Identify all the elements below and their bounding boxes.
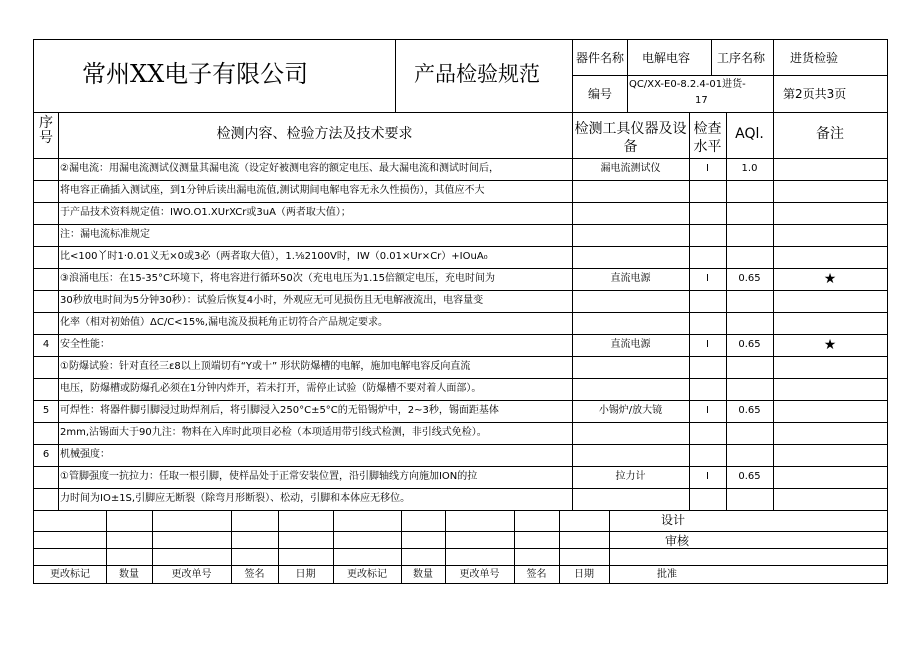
table-row <box>34 400 887 422</box>
table-row <box>34 312 887 334</box>
table-row <box>34 202 887 224</box>
row-content: ②漏电流：用漏电流测试仪测量其漏电流（设定好被测电容的额定电压、最大漏电流和测试时间后， <box>60 163 499 174</box>
row-remark: ★ <box>823 271 837 287</box>
part-name-value: 电解电容 <box>642 51 691 65</box>
row-content: ③浪涌电压：在15-35°C环境下，将电容进行循环50次（充电电压为1.15倍额定电压，充电时间为 <box>60 273 495 284</box>
row-level: I <box>706 471 709 482</box>
row-tool: 直流电源 <box>610 273 651 284</box>
row-seq: 5 <box>42 405 50 416</box>
table-row <box>34 422 887 444</box>
row-content: 30秒放电时间为5分钟30秒）：试验后恢复4小时，外观应无可见损伤且无电解液流出，电容量变 <box>60 295 484 306</box>
row-content: 化率（相对初始值）ΔC/C<15%,漏电流及损耗角正切符合产品规定要求。 <box>60 317 388 328</box>
col-remark-header: 备注 <box>816 126 844 142</box>
row-content: 注：漏电流标准规定 <box>60 229 150 240</box>
page-info: 第2页共3页 <box>783 87 847 101</box>
row-tool: 拉力计 <box>615 471 646 482</box>
number-label: 编号 <box>588 87 613 101</box>
table-row <box>34 488 887 510</box>
row-content: 电压，防爆槽或防爆孔必须在1分钟内炸开，若未打开，需停止试验（防爆槽不要对着人面部）。 <box>60 383 482 394</box>
row-level: I <box>706 405 709 416</box>
row-aql: 0.65 <box>738 405 761 416</box>
inspection-spec-sheet <box>33 39 888 584</box>
design-label: 设计 <box>661 513 686 527</box>
row-level: I <box>706 273 709 284</box>
row-aql: 0.65 <box>738 273 761 284</box>
table-row <box>34 158 887 180</box>
change-header: 日期 <box>574 569 594 580</box>
process-name-label: 工序名称 <box>717 51 766 65</box>
change-header: 更改单号 <box>171 569 212 580</box>
row-content: ①管脚强度一抗拉力：任取一根引脚，使样品处于正常安装位置，沿引脚轴线方向施加ION的拉 <box>60 471 478 482</box>
row-content: 于产品技术资料规定值：IWO.O1.XUrXCr或3uA（两者取大值）； <box>60 207 351 218</box>
row-aql: 1.0 <box>741 163 758 174</box>
approve-label: 批准 <box>657 569 677 580</box>
col-seq-header: 序 号 <box>39 115 53 146</box>
change-header: 更改标记 <box>50 569 90 580</box>
table-row <box>34 224 887 246</box>
number-value-line2: 17 <box>695 95 708 106</box>
process-name-value: 进货检验 <box>790 51 839 65</box>
row-content: 机械强度： <box>60 449 110 460</box>
review-label: 审核 <box>665 534 690 548</box>
company-name: 常州XX电子有限公司 <box>82 60 309 88</box>
row-level: I <box>706 163 709 174</box>
col-content-header: 检测内容、检验方法及技术要求 <box>216 126 413 142</box>
row-tool: 直流电源 <box>610 339 651 350</box>
part-name-label: 器件名称 <box>576 51 625 65</box>
change-header: 更改标记 <box>347 569 387 580</box>
row-content: 力时间为IO±1S,引脚应无断裂（除弯月形断裂）、松动，引脚和本体应无移位。 <box>60 493 411 504</box>
table-row <box>34 290 887 312</box>
change-header: 签名 <box>244 569 265 580</box>
table-row <box>34 246 887 268</box>
col-aql-header: AQl. <box>735 126 764 142</box>
row-aql: 0.65 <box>738 339 761 350</box>
table-row <box>34 378 887 400</box>
row-content: 2mm,沾锡面大于90九注：物料在入库时此项目必检（本项适用带引线式检测，非引线式免检）。 <box>60 427 487 438</box>
table-row <box>34 444 887 466</box>
doc-title: 产品检验规范 <box>414 62 540 86</box>
row-seq: 6 <box>42 449 50 460</box>
table-row <box>34 466 887 488</box>
row-content: 比<100丫时1·0.01义无×0或3必（两者取大值），1.⅛2100V时，IW（0.01×Ur×Cr）+IOuA₀ <box>60 251 488 262</box>
row-content: ①防爆试验：针对直径三ɛ8以上顶端切有“Y或十” 形状防爆槽的电解，施加电解电容反向直流 <box>60 361 471 372</box>
change-header: 日期 <box>295 569 316 580</box>
row-content: 将电容正确插入测试座，到1分钟后读出漏电流值,测试期间电解电容无永久性损伤），其值应不大 <box>60 185 485 196</box>
row-level: I <box>706 339 709 350</box>
col-tools-header: 检测工具仪器及设备 <box>574 121 687 156</box>
row-content: 可焊性：将器件脚引脚浸过助焊剂后，将引脚浸入250°C±5°C的无铅锡炉中，2~3秒，锡面距基体 <box>60 405 499 416</box>
table-row <box>34 268 887 290</box>
number-value-line1: QC/XX-E0-8.2.4-01进货- <box>629 79 746 90</box>
change-header: 更改单号 <box>459 569 500 580</box>
col-level-header: 检查水平 <box>693 121 722 156</box>
row-seq: 4 <box>42 339 50 350</box>
table-row <box>34 180 887 202</box>
row-tool: 漏电流测试仪 <box>600 163 661 174</box>
row-aql: 0.65 <box>738 471 761 482</box>
change-header: 签名 <box>526 569 547 580</box>
row-content: 安全性能： <box>60 339 110 350</box>
table-row <box>34 356 887 378</box>
change-header: 数量 <box>413 569 433 580</box>
row-tool: 小锡炉/放大镜 <box>598 405 663 416</box>
row-remark: ★ <box>823 337 837 353</box>
table-row <box>34 334 887 356</box>
change-header: 数量 <box>119 569 139 580</box>
